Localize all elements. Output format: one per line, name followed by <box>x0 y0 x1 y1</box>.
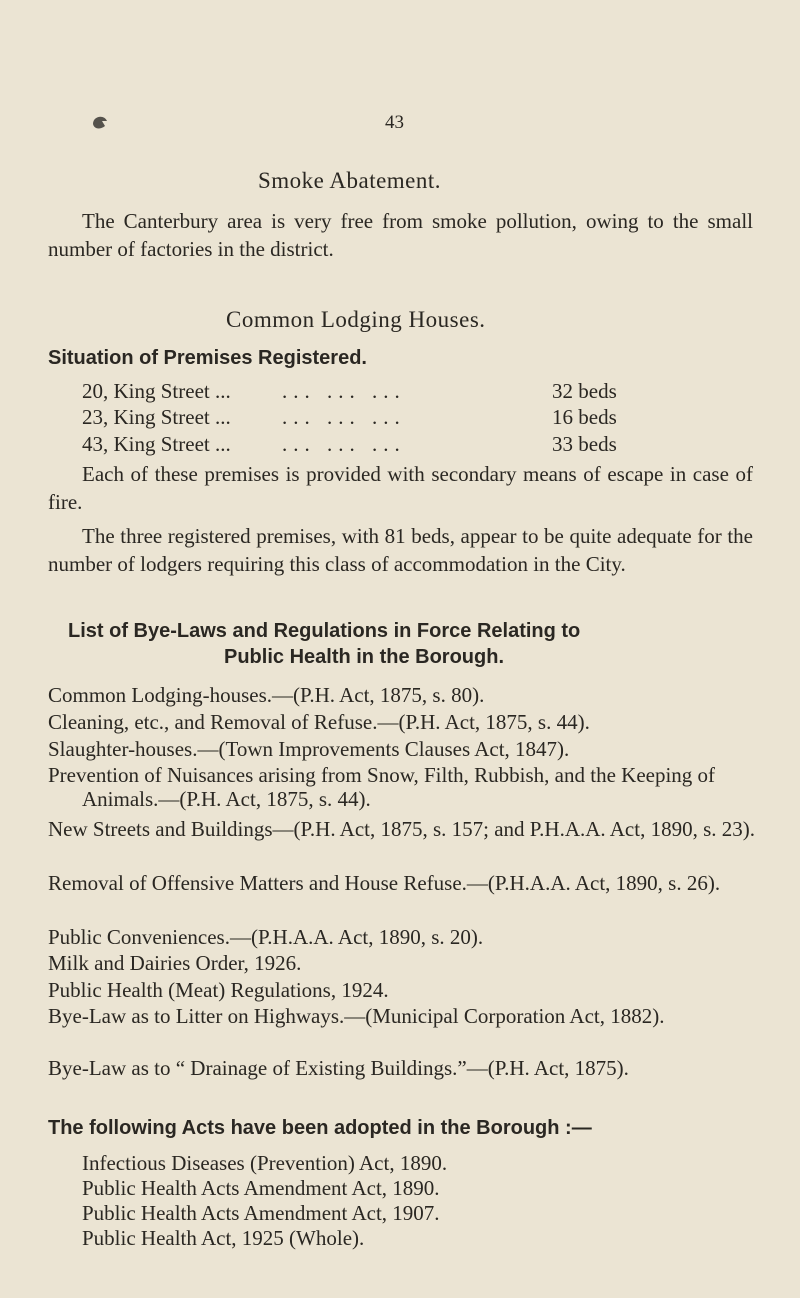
heading-byelaws-line2: Public Health in the Borough. <box>224 646 504 668</box>
premises-beds: 33 beds <box>552 432 617 456</box>
byelaw-item: New Streets and Buildings—(P.H. Act, 1875, s. 157; and P.H.A.A. Act, 1890, s. 23). <box>48 817 755 841</box>
byelaw-item: Public Conveniences.—(P.H.A.A. Act, 1890, s. 20). <box>48 925 484 949</box>
premises-dots: ... ... ... <box>282 432 406 456</box>
byelaw-item: Bye-Law as to “ Drainage of Existing Buildings.”—(P.H. Act, 1875). <box>48 1056 629 1080</box>
corner-mark-icon <box>90 112 110 132</box>
act-item: Public Health Acts Amendment Act, 1890. <box>82 1176 440 1200</box>
premises-street: 23, King Street ... <box>82 405 231 429</box>
premises-beds: 16 beds <box>552 405 617 429</box>
byelaw-item: Public Health (Meat) Regulations, 1924. <box>48 978 389 1002</box>
adequacy-paragraph: The three registered premises, with 81 beds, appear to be quite adequate for the number of lodgers requiring this class of accommodation in the City. <box>48 524 753 576</box>
byelaw-item: Cleaning, etc., and Removal of Refuse.—(P.H. Act, 1875, s. 44). <box>48 710 590 734</box>
premises-street: 43, King Street ... <box>82 432 231 456</box>
byelaw-item: Milk and Dairies Order, 1926. <box>48 951 302 975</box>
byelaw-item: Common Lodging-houses.—(P.H. Act, 1875, s. 80). <box>48 683 485 707</box>
act-item: Public Health Act, 1925 (Whole). <box>82 1226 365 1250</box>
byelaw-item: Removal of Offensive Matters and House Refuse.—(P.H.A.A. Act, 1890, s. 26). <box>48 871 721 895</box>
premises-dots: ... ... ... <box>282 405 406 429</box>
heading-byelaws-line1: List of Bye-Laws and Regulations in Force Relating to <box>68 620 581 642</box>
heading-common-lodging-houses: Common Lodging Houses. <box>226 307 486 332</box>
act-item: Public Health Acts Amendment Act, 1907. <box>82 1201 440 1225</box>
heading-acts-adopted: The following Acts have been adopted in the Borough :— <box>48 1117 592 1139</box>
premises-dots: ... ... ... <box>282 379 406 403</box>
byelaw-item: Prevention of Nuisances arising from Snow, Filth, Rubbish, and the Keeping of Animals.—(P.H. Act, 1875, s. 44). <box>48 763 716 811</box>
premises-street: 20, King Street ... <box>82 379 231 403</box>
heading-smoke-abatement: Smoke Abatement. <box>258 168 442 193</box>
premises-beds: 32 beds <box>552 379 617 403</box>
byelaw-item: Slaughter-houses.—(Town Improvements Clauses Act, 1847). <box>48 737 570 761</box>
heading-situation-premises: Situation of Premises Registered. <box>48 347 367 369</box>
act-item: Infectious Diseases (Prevention) Act, 1890. <box>82 1151 448 1175</box>
page-number: 43 <box>385 112 404 133</box>
byelaw-item: Bye-Law as to Litter on Highways.—(Municipal Corporation Act, 1882). <box>48 1004 665 1028</box>
smoke-paragraph: The Canterbury area is very free from smoke pollution, owing to the small number of factories in the district. <box>48 209 753 261</box>
escape-paragraph: Each of these premises is provided with secondary means of escape in case of fire. <box>48 462 753 514</box>
